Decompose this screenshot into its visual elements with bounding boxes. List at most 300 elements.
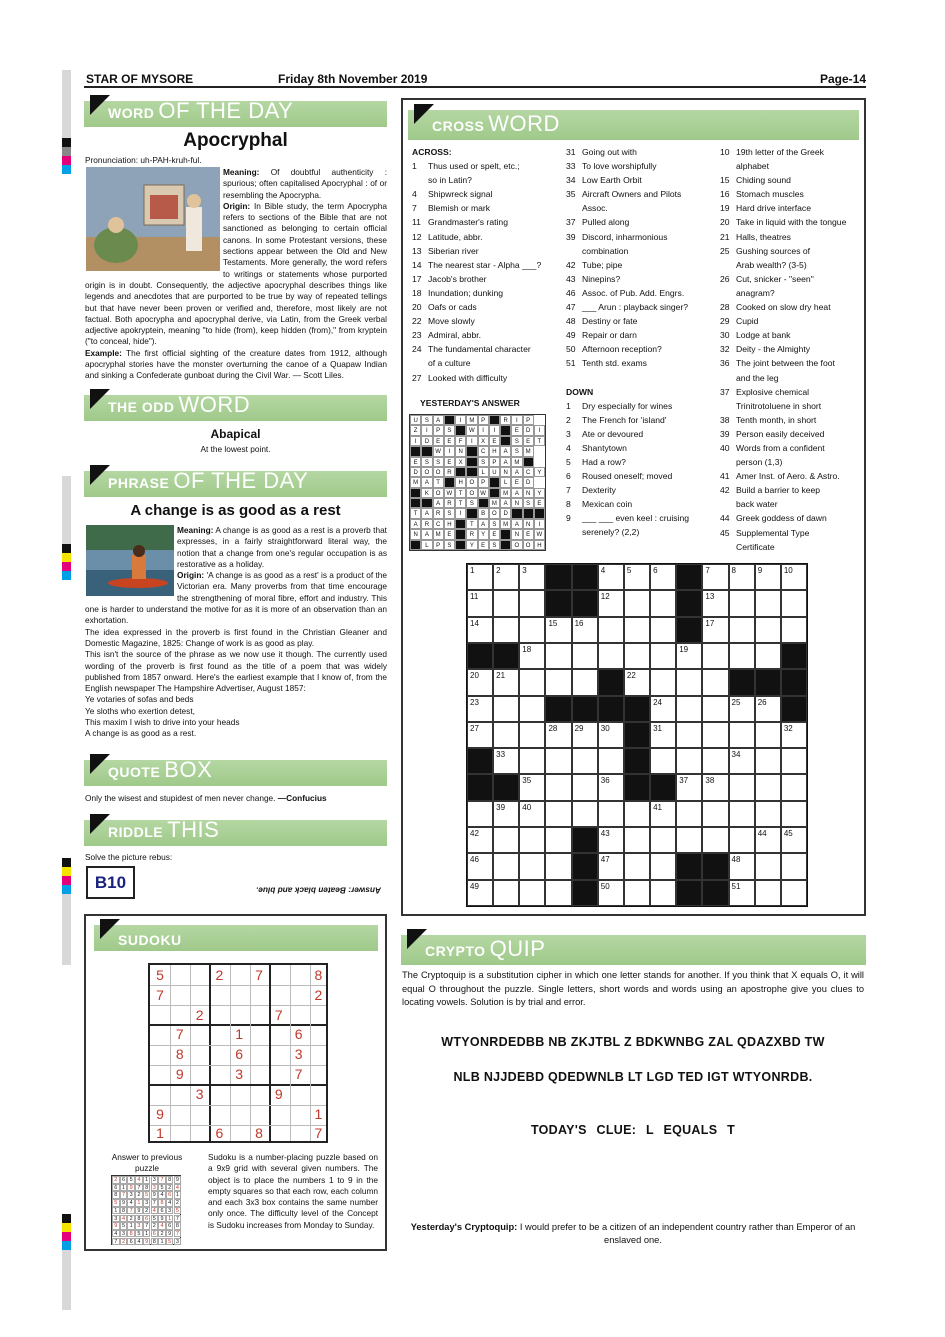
sudoku-cell[interactable]: [289, 1123, 309, 1143]
sudoku-cell[interactable]: 8: [255, 1125, 263, 1142]
sudoku-cell[interactable]: [249, 1084, 269, 1104]
sudoku-cell[interactable]: [308, 1084, 328, 1104]
crossword-cell[interactable]: 19: [676, 643, 702, 669]
word-body: Meaning: Of doubtful authenticity : spurious; often capitalised Apocryphal : of or resembling the Apocrypha. Origin: In Bible study, the term Apocrypha refers to sections of the Bible that are not sanctioned as belonging to certain official canons. In some Protestant versions, these sections appear between the Old and New Testaments. More generally, the word refers to writings or statements whose purported origin is in doubt. Consequently, the adjective apocryphal describes things like legends and anecdotes that are purported to be true by way of repeated tellings but that have never been proven or verified and, therefore, most likely are not factual. Both apocrypha and apocryphal derive, via Latin, from the Greek verbal adjective apokryptein, meaning "to hide (from), keep hidden (from)," from kryptein ("to conceal, hide"). Example: The first official sighting of the creature dates from 1912, although apocryphal stories have the monster overturning the canoe of a Quapaw Indian and sinking a Confederate gunboat during the Civil War. — Scott Liles.: [85, 167, 388, 381]
crossword-cell[interactable]: 3: [519, 564, 545, 590]
black-square: [624, 696, 650, 722]
crossword-cell[interactable]: 4: [598, 564, 624, 590]
sudoku-cell[interactable]: [269, 1024, 289, 1044]
yesterday-cell: M: [500, 519, 511, 529]
sudoku-cell[interactable]: [209, 1044, 229, 1064]
crossword-cell[interactable]: [729, 643, 755, 669]
crossword-cell[interactable]: [781, 590, 807, 616]
prev-sudoku-cell: 1: [143, 1230, 151, 1238]
crossword-cell[interactable]: [650, 880, 676, 906]
prev-sudoku-cell: 3: [120, 1230, 128, 1238]
sudoku-previous-answer: [111, 1175, 181, 1245]
crossword-cell[interactable]: 41: [650, 801, 676, 827]
crossword-cell[interactable]: [572, 774, 598, 800]
crossword-cell[interactable]: [676, 827, 702, 853]
crossword-cell[interactable]: 46: [467, 853, 493, 879]
crossword-cell[interactable]: 20: [467, 669, 493, 695]
sudoku-cell[interactable]: [249, 1044, 269, 1064]
sudoku-cell[interactable]: [308, 1044, 328, 1064]
phrase-body: Meaning: A change is as good as a rest is a proverb that expresses, in a fairly straightforward literal way, the notion that a change from one's regular occupation is as restorative as a holiday. Origin: 'A change is as good as a rest' is a product of the Victorian era. Many proverbs from that time encourage the strengthening of moral fibre, effort and industry. This one is harder to understand the motive for as it is more of an observation than an exhortation. The idea expressed in the proverb is first found in the Christian Gleaner and Domestic Magazine, 1825: Change of work is as good as play. This isn't the source of the phrase as we now use it though. The currently used wording of the proverb is first found as the title of a poem that was widely published from 1857 onward. Here's the earliest example that I know of, from the English newspaper The Hampshire Advertiser, August 1857: Ye votaries of sofas and beds Ye sloths who exertion detest, This maxim I wish to drive into your heads A change is as good as a rest.: [85, 525, 387, 739]
crossword-cell[interactable]: [545, 853, 571, 879]
crossword-cell[interactable]: 8: [729, 564, 755, 590]
odd-word-banner: THE ODD WORD: [84, 395, 387, 421]
sudoku-cell[interactable]: [190, 965, 210, 985]
clue-item: 6 Roused oneself; moved: [566, 471, 673, 482]
crossword-cell[interactable]: [493, 696, 519, 722]
crossword-cell[interactable]: [572, 801, 598, 827]
sudoku-cell[interactable]: [229, 985, 249, 1005]
crossword-cell[interactable]: [702, 827, 728, 853]
clue-item: 7 Blemish or mark: [412, 203, 491, 214]
black-square: [676, 590, 702, 616]
crossword-cell[interactable]: 5: [624, 564, 650, 590]
sudoku-cell[interactable]: [190, 1064, 210, 1084]
clue-item: 3 Ate or devoured: [566, 428, 644, 439]
sudoku-cell[interactable]: [229, 1123, 249, 1143]
yesterday-cell: [466, 508, 477, 518]
yesterday-cell: P: [433, 425, 444, 435]
crossword-cell[interactable]: [702, 669, 728, 695]
crossword-cell[interactable]: 35: [519, 774, 545, 800]
crossword-cell[interactable]: [729, 827, 755, 853]
sudoku-cell[interactable]: 1: [235, 1026, 244, 1043]
sudoku-cell[interactable]: 6: [294, 1026, 303, 1043]
clue-item: 39 Discord, inharmonious: [566, 231, 668, 242]
crossword-cell[interactable]: 26: [755, 696, 781, 722]
sudoku-cell[interactable]: 7: [255, 967, 263, 983]
crossword-cell[interactable]: 23: [467, 696, 493, 722]
sudoku-cell[interactable]: [150, 1064, 170, 1084]
crossword-cell[interactable]: [493, 827, 519, 853]
crossword-cell[interactable]: [755, 801, 781, 827]
crossword-cell[interactable]: 32: [781, 722, 807, 748]
sudoku-cell[interactable]: [269, 1104, 289, 1124]
prev-sudoku-cell: 3: [174, 1238, 182, 1246]
crossword-cell[interactable]: [781, 880, 807, 906]
yesterday-cell: Y: [478, 529, 489, 539]
black-square: [572, 590, 598, 616]
crossword-cell[interactable]: 27: [467, 722, 493, 748]
yesterday-cell: I: [511, 415, 522, 425]
page-header: [84, 70, 866, 88]
clue-item: alphabet: [736, 161, 769, 172]
sudoku-cell[interactable]: [308, 1005, 328, 1025]
crossword-cell[interactable]: [545, 801, 571, 827]
sudoku-cell[interactable]: [190, 1123, 210, 1143]
sudoku-cell[interactable]: [229, 1104, 249, 1124]
crossword-cell[interactable]: [702, 722, 728, 748]
crossword-cell[interactable]: 1: [467, 564, 493, 590]
crossword-cell[interactable]: [519, 880, 545, 906]
crossword-cell[interactable]: [545, 774, 571, 800]
crossword-cell[interactable]: [676, 696, 702, 722]
crossword-cell[interactable]: 49: [467, 880, 493, 906]
sudoku-cell[interactable]: [249, 1024, 269, 1044]
yesterday-cell: [466, 446, 477, 456]
sudoku-cell[interactable]: [249, 1064, 269, 1084]
crossword-cell[interactable]: [650, 590, 676, 616]
prev-sudoku-cell: 1: [166, 1215, 174, 1223]
sudoku-cell[interactable]: [190, 1104, 210, 1124]
prev-sudoku-cell: 9: [166, 1230, 174, 1238]
crossword-cell[interactable]: [729, 590, 755, 616]
clue-item: 24 The fundamental character: [412, 344, 531, 355]
crossword-cell[interactable]: [729, 774, 755, 800]
riddle-answer: Answer: Beaten black and blue.: [256, 885, 381, 896]
sudoku-cell[interactable]: [150, 1044, 170, 1064]
yesterday-cell: T: [455, 498, 466, 508]
phrase-banner: PHRASE OF THE DAY: [84, 471, 387, 497]
yesterday-cell: X: [455, 457, 466, 467]
sudoku-cell[interactable]: [170, 965, 190, 985]
crossword-cell[interactable]: 33: [493, 748, 519, 774]
crossword-cell[interactable]: [755, 853, 781, 879]
crossword-cell[interactable]: [755, 722, 781, 748]
crossword-cell[interactable]: 36: [598, 774, 624, 800]
crossword-cell[interactable]: [755, 748, 781, 774]
prev-sudoku-cell: 9: [127, 1184, 135, 1192]
crossword-cell[interactable]: 44: [755, 827, 781, 853]
yesterday-cell: W: [444, 488, 455, 498]
crossword-cell[interactable]: 24: [650, 696, 676, 722]
crossword-cell[interactable]: 28: [545, 722, 571, 748]
crossword-cell[interactable]: [519, 590, 545, 616]
yesterday-cell: [410, 540, 421, 550]
registration-mark: [62, 1223, 71, 1232]
sudoku-cell[interactable]: [269, 965, 289, 985]
sudoku-cell[interactable]: 3: [195, 1085, 204, 1102]
sudoku-cell[interactable]: [269, 985, 289, 1005]
sudoku-cell[interactable]: [170, 985, 190, 1005]
crossword-cell[interactable]: [755, 617, 781, 643]
sudoku-cell[interactable]: [289, 965, 309, 985]
crossword-cell[interactable]: 16: [572, 617, 598, 643]
crossword-cell[interactable]: 13: [702, 590, 728, 616]
crossword-cell[interactable]: [519, 696, 545, 722]
clue-item: Trinitrotoluene in short: [736, 400, 822, 411]
sudoku-cell[interactable]: 8: [314, 967, 323, 983]
sudoku-cell[interactable]: 6: [235, 1046, 244, 1063]
crossword-cell[interactable]: [650, 669, 676, 695]
crossword-cell[interactable]: [650, 827, 676, 853]
odd-word-definition: At the lowest point.: [200, 444, 271, 454]
clue-item: 41 Amer Inst. of Aero. & Astro.: [720, 471, 840, 482]
prev-sudoku-cell: 6: [166, 1222, 174, 1230]
crossword-cell[interactable]: [493, 722, 519, 748]
yesterday-cell: M: [489, 498, 500, 508]
sudoku-cell[interactable]: 7: [274, 1006, 283, 1023]
prev-sudoku-cell: 4: [135, 1176, 143, 1184]
sudoku-cell[interactable]: 9: [175, 1066, 184, 1082]
yesterday-cell: O: [523, 540, 534, 550]
crossword-cell[interactable]: 21: [493, 669, 519, 695]
sudoku-cell[interactable]: [289, 985, 309, 1005]
crossword-cell[interactable]: [781, 617, 807, 643]
crossword-cell[interactable]: [702, 696, 728, 722]
sudoku-cell[interactable]: 2: [215, 967, 224, 983]
crossword-cell[interactable]: 47: [598, 853, 624, 879]
sudoku-cell[interactable]: [269, 1064, 289, 1084]
crossword-cell[interactable]: [755, 643, 781, 669]
sudoku-cell[interactable]: [209, 1005, 229, 1025]
crossword-cell[interactable]: 25: [729, 696, 755, 722]
crossword-cell[interactable]: [624, 801, 650, 827]
yesterday-cell: C: [523, 467, 534, 477]
prev-sudoku-cell: 5: [120, 1222, 128, 1230]
crossword-cell[interactable]: [676, 801, 702, 827]
clue-item: 43 Ninepins?: [566, 273, 621, 284]
yesterday-cell: [489, 415, 500, 425]
crossword-cell[interactable]: [755, 590, 781, 616]
crossword-cell[interactable]: 22: [624, 669, 650, 695]
prev-sudoku-cell: 1: [135, 1199, 143, 1207]
crossword-cell[interactable]: [702, 801, 728, 827]
sudoku-cell[interactable]: [170, 1123, 190, 1143]
clues-across-col2: 31 Going out with 33 To love worshipfully 34 Low Earth Orbit 35 Aircraft Owners and Pilots Assoc. 37 Pulled along 39 Discord, inharmonious combination 42 Tube; pipe 43 Ninepins? 46 Assoc. of Pub. Add. Engrs. 47 ___ Arun : playback singer? 48 Destiny or fate 49 Repair or darn 50 Afternoon reception? 51 Tenth std. exams DOWN 1 Dry especially for wines 2 The French for 'island' 3 Ate or devoured 4 Shantytown 5 Had a row? 6 Roused oneself; moved 7 Dexterity 8 Mexican coin 9 ___ ___ even keel : cruising serenely? (2,2): [566, 145, 716, 540]
sudoku-cell[interactable]: 8: [175, 1046, 184, 1063]
crossword-cell[interactable]: [676, 669, 702, 695]
crossword-cell[interactable]: [624, 643, 650, 669]
sudoku-cell[interactable]: 7: [314, 1125, 323, 1142]
sudoku-cell[interactable]: [150, 1024, 170, 1044]
sudoku-banner: SUDOKU: [94, 925, 378, 951]
sudoku-cell[interactable]: [209, 1104, 229, 1124]
crossword-cell[interactable]: [624, 853, 650, 879]
crossword-cell[interactable]: [755, 774, 781, 800]
prev-sudoku-cell: 6: [127, 1238, 135, 1246]
yesterday-cell: A: [500, 446, 511, 456]
sudoku-cell[interactable]: [289, 1084, 309, 1104]
crossword-cell[interactable]: [650, 853, 676, 879]
crossword-cell[interactable]: [624, 880, 650, 906]
margin-bar: [62, 1250, 71, 1310]
crossword-cell[interactable]: [545, 827, 571, 853]
sudoku-cell[interactable]: [209, 1084, 229, 1104]
crossword-cell[interactable]: 29: [572, 722, 598, 748]
crossword-cell[interactable]: 12: [598, 590, 624, 616]
crossword-cell[interactable]: [624, 617, 650, 643]
yesterday-cell: O: [466, 477, 477, 487]
crossword-cell[interactable]: 42: [467, 827, 493, 853]
prev-sudoku-cell: 5: [174, 1207, 182, 1215]
crossword-cell[interactable]: [755, 880, 781, 906]
crossword-cell[interactable]: 11: [467, 590, 493, 616]
crossword-cell[interactable]: [781, 774, 807, 800]
crossword-cell[interactable]: [781, 748, 807, 774]
crossword-cell[interactable]: [519, 853, 545, 879]
yesterday-cell: C: [478, 446, 489, 456]
crossword-cell[interactable]: 43: [598, 827, 624, 853]
crossword-cell[interactable]: 18: [519, 643, 545, 669]
crossword-cell[interactable]: [493, 590, 519, 616]
sudoku-cell[interactable]: [190, 1024, 210, 1044]
sudoku-cell[interactable]: [249, 985, 269, 1005]
crossword-cell[interactable]: [598, 643, 624, 669]
crossword-cell[interactable]: [545, 669, 571, 695]
crossword-cell[interactable]: 6: [650, 564, 676, 590]
yesterday-cell: D: [523, 425, 534, 435]
clue-item: Assoc.: [582, 203, 608, 214]
sudoku-cell[interactable]: 2: [314, 986, 323, 1003]
sudoku-cell[interactable]: [249, 1104, 269, 1124]
yesterday-cell: [410, 498, 421, 508]
sudoku-cell[interactable]: [150, 1005, 170, 1025]
crossword-cell[interactable]: [493, 880, 519, 906]
crossword-cell[interactable]: 45: [781, 827, 807, 853]
crossword-cell[interactable]: [572, 748, 598, 774]
crossword-cell[interactable]: [598, 617, 624, 643]
sudoku-cell[interactable]: 9: [274, 1085, 283, 1102]
crossword-cell[interactable]: [545, 880, 571, 906]
black-square: [676, 564, 702, 590]
crossword-cell[interactable]: 7: [702, 564, 728, 590]
prev-sudoku-cell: 1: [127, 1222, 135, 1230]
crossword-cell[interactable]: [519, 617, 545, 643]
crossword-cell[interactable]: 50: [598, 880, 624, 906]
sudoku-cell[interactable]: [229, 1084, 249, 1104]
sudoku-cell[interactable]: [269, 1123, 289, 1143]
clue-item: 9 ___ ___ even keel : cruising: [566, 513, 690, 524]
sudoku-cell[interactable]: 7: [156, 986, 164, 1003]
sudoku-cell[interactable]: [229, 965, 249, 985]
crossword-cell[interactable]: [676, 748, 702, 774]
sudoku-cell[interactable]: [190, 985, 210, 1005]
prev-sudoku-cell: 2: [151, 1222, 159, 1230]
sudoku-cell[interactable]: 7: [175, 1026, 184, 1043]
sudoku-cell[interactable]: [229, 1005, 249, 1025]
sudoku-cell[interactable]: [170, 1005, 190, 1025]
margin-bar: [62, 70, 71, 138]
sudoku-cell[interactable]: [150, 1084, 170, 1104]
crossword-cell[interactable]: 15: [545, 617, 571, 643]
yesterday-cell: H: [489, 446, 500, 456]
crossword-cell[interactable]: 51: [729, 880, 755, 906]
clue-item: 15 Chiding sound: [720, 175, 791, 186]
crossword-cell[interactable]: 9: [755, 564, 781, 590]
sudoku-cell[interactable]: 7: [294, 1066, 303, 1082]
sudoku-cell[interactable]: [289, 1005, 309, 1025]
crossword-cell[interactable]: [519, 722, 545, 748]
crossword-cell[interactable]: [519, 827, 545, 853]
crossword-cell[interactable]: [493, 617, 519, 643]
prev-sudoku-cell: 2: [143, 1207, 151, 1215]
black-square: [781, 696, 807, 722]
sudoku-cell[interactable]: [209, 985, 229, 1005]
crossword-cell[interactable]: 17: [702, 617, 728, 643]
crossword-cell[interactable]: [702, 643, 728, 669]
sudoku-cell[interactable]: 9: [156, 1105, 164, 1122]
sudoku-cell[interactable]: 5: [156, 967, 164, 983]
crossword-cell[interactable]: [572, 643, 598, 669]
yesterday-cell: P: [489, 457, 500, 467]
yesterday-cell: K: [421, 488, 432, 498]
crossword-cell[interactable]: [676, 722, 702, 748]
prev-sudoku-cell: 2: [174, 1199, 182, 1207]
crossword-cell[interactable]: [624, 827, 650, 853]
crossword-cell[interactable]: 10: [781, 564, 807, 590]
sudoku-cell[interactable]: [308, 1064, 328, 1084]
crossword-cell[interactable]: 2: [493, 564, 519, 590]
sudoku-cell[interactable]: [308, 1024, 328, 1044]
cryptoquip-yesterday: Yesterday's Cryptoquip: I would prefer to be a citizen of an independent country rather than Emperor of an enslaved one.: [410, 1222, 856, 1245]
crossword-cell[interactable]: 48: [729, 853, 755, 879]
black-square: [493, 774, 519, 800]
crossword-cell[interactable]: 38: [702, 774, 728, 800]
sudoku-cell[interactable]: 6: [215, 1125, 224, 1142]
sudoku-cell[interactable]: [289, 1104, 309, 1124]
crossword-cell[interactable]: [545, 643, 571, 669]
sudoku-cell[interactable]: 1: [156, 1125, 164, 1142]
sudoku-cell[interactable]: 3: [294, 1046, 303, 1063]
crossword-cell[interactable]: [572, 669, 598, 695]
registration-mark: [62, 165, 71, 174]
sudoku-cell[interactable]: [170, 1104, 190, 1124]
quote-text: Only the wisest and stupidest of men never change. —Confucius: [85, 793, 327, 803]
crossword-cell[interactable]: [598, 748, 624, 774]
crossword-cell[interactable]: [781, 853, 807, 879]
crossword-cell[interactable]: 37: [676, 774, 702, 800]
prev-sudoku-cell: 5: [127, 1176, 135, 1184]
crossword-cell[interactable]: [702, 748, 728, 774]
crossword-cell[interactable]: [519, 748, 545, 774]
crossword-cell[interactable]: 30: [598, 722, 624, 748]
crossword-cell[interactable]: [729, 617, 755, 643]
crossword-cell[interactable]: [729, 801, 755, 827]
sudoku-cell[interactable]: 1: [314, 1105, 323, 1122]
crossword-cell[interactable]: [650, 748, 676, 774]
crossword-cell[interactable]: 39: [493, 801, 519, 827]
yesterday-cell: A: [433, 498, 444, 508]
sudoku-cell[interactable]: 2: [195, 1006, 204, 1023]
crossword-cell[interactable]: [493, 853, 519, 879]
odd-word-title: Abapical: [210, 427, 261, 441]
yesterday-cell: T: [433, 477, 444, 487]
crossword-cell[interactable]: [545, 748, 571, 774]
crossword-cell[interactable]: [467, 801, 493, 827]
sudoku-cell[interactable]: [269, 1044, 289, 1064]
crossword-cell[interactable]: [650, 617, 676, 643]
sudoku-cell[interactable]: [249, 1005, 269, 1025]
crossword-cell[interactable]: 31: [650, 722, 676, 748]
registration-mark: [62, 571, 71, 580]
crossword-cell[interactable]: 14: [467, 617, 493, 643]
clue-item: 42 Build a barrier to keep: [720, 485, 821, 496]
crossword-cell[interactable]: [519, 669, 545, 695]
sudoku-cell[interactable]: [209, 1064, 229, 1084]
sudoku-cell[interactable]: [190, 1044, 210, 1064]
crossword-cell[interactable]: [650, 643, 676, 669]
yesterday-cell: S: [433, 457, 444, 467]
crossword-cell[interactable]: 40: [519, 801, 545, 827]
clue-item: 32 Deity - the Almighty: [720, 344, 811, 355]
crossword-cell[interactable]: 34: [729, 748, 755, 774]
sudoku-cell[interactable]: [170, 1084, 190, 1104]
yesterday-cell: M: [500, 488, 511, 498]
clue-item: 7 Dexterity: [566, 485, 616, 496]
sudoku-cell[interactable]: [209, 1024, 229, 1044]
clue-item: 1 Dry especially for wines: [566, 400, 673, 411]
crossword-cell[interactable]: [598, 801, 624, 827]
crossword-cell[interactable]: [624, 590, 650, 616]
crossword-cell[interactable]: [781, 801, 807, 827]
crossword-cell[interactable]: [729, 722, 755, 748]
sudoku-cell[interactable]: 3: [235, 1066, 244, 1082]
